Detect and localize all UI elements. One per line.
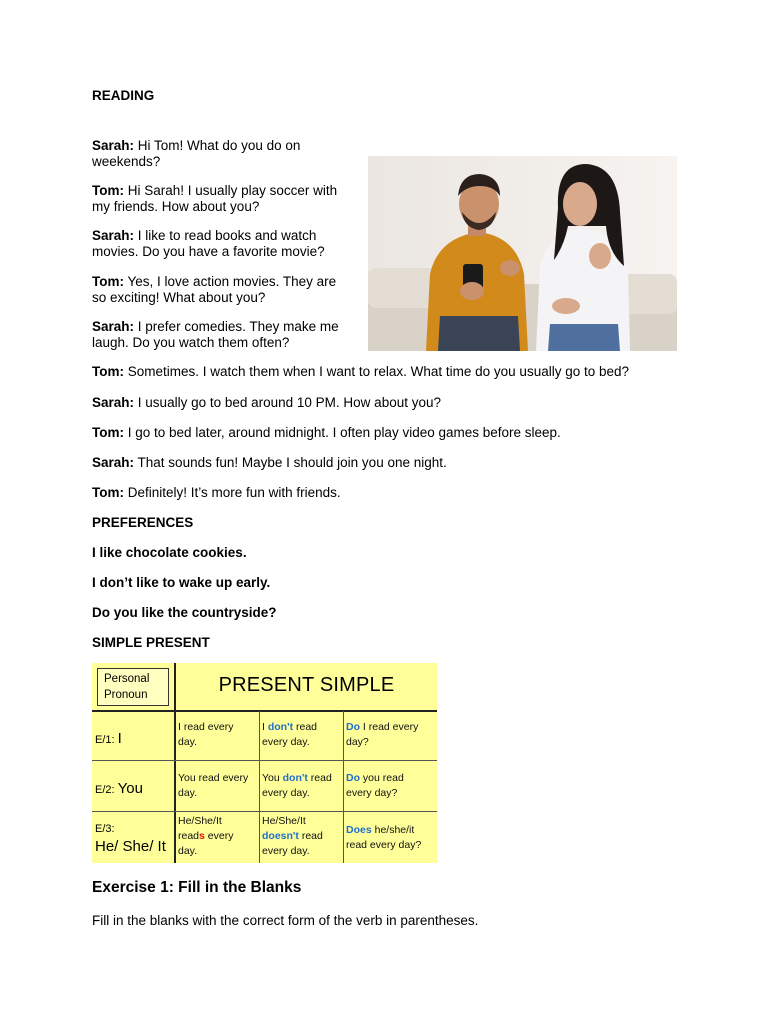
dialogue-text: Definitely! It’s more fun with friends. [127,485,341,500]
speaker-name: Sarah: [92,319,135,334]
dialogue-line [92,425,561,441]
speaker-name: Tom: [92,274,124,289]
dialogue-line [92,319,339,350]
preferences-heading: PREFERENCES [92,515,194,530]
row-label-he-she-it: E/3: He/ She/ It [95,823,166,855]
present-simple-table [92,663,437,863]
dialogue-text: I usually go to bed around 10 PM. How about you? [137,395,441,410]
dialogue-text: Hi Tom! What do you do on [137,138,301,153]
exercise-instruction: Fill in the blanks with the correct form of the verb in parentheses. [92,913,479,928]
dialogue-text: I like to read books and watch [137,228,317,243]
dialogue-line [92,395,441,411]
preference-item: I don’t like to wake up early. [92,575,271,590]
dialogue-text-cont: movies. Do you have a favorite movie? [92,243,325,259]
speaker-name: Tom: [92,364,124,379]
dialogue-line [92,228,325,259]
dialogue-line [92,364,629,380]
table-divider [259,711,260,863]
dialogue-text: I go to bed later, around midnight. I often play video games before sleep. [127,425,561,440]
dialogue-text: Hi Sarah! I usually play soccer with [127,183,338,198]
dialogue-text: Yes, I love action movies. They are [127,274,337,289]
question-cell: Does he/she/it read every day? [346,824,422,851]
negative-cell: He/She/It doesn't read every day. [262,815,323,857]
negative-cell: I don't read every day. [262,721,318,748]
dialogue-text-cont: so exciting! What about you? [92,289,266,305]
dialogue-line [92,138,300,169]
couple-photo [368,156,677,351]
dialogue-text: I prefer comedies. They make me [137,319,339,334]
dialogue-text: That sounds fun! Maybe I should join you one night. [137,455,447,470]
exercise-title: Exercise 1: Fill in the Blanks [92,879,302,896]
reading-heading: READING [92,88,155,103]
speaker-name: Sarah: [92,228,135,243]
simple-present-heading: SIMPLE PRESENT [92,635,210,650]
affirmative-cell: You read every day. [178,772,249,799]
personal-pronoun-header: Personal Pronoun [97,668,169,706]
dialogue-line [92,455,447,471]
table-divider [92,811,437,812]
question-cell: Do I read every day? [346,721,419,748]
dialogue-text: Sometimes. I watch them when I want to relax. What time do you usually go to bed? [127,364,630,379]
preference-item: I like chocolate cookies. [92,545,247,560]
dialogue-line [92,183,337,214]
dialogue-text-cont: my friends. How about you? [92,198,260,214]
dialogue-line [92,485,341,501]
affirmative-cell: He/She/It reads every day. [178,815,234,857]
row-label-you: E/2: You [95,780,143,797]
speaker-name: Sarah: [92,395,135,410]
preference-item: Do you like the countryside? [92,605,277,620]
dialogue-text-cont: weekends? [92,153,161,169]
question-cell: Do you read every day? [346,772,404,799]
dialogue-text-cont: laugh. Do you watch them often? [92,334,290,350]
speaker-name: Sarah: [92,138,135,153]
table-divider [343,711,344,863]
speaker-name: Tom: [92,183,124,198]
table-divider [92,710,437,712]
negative-cell: You don't read every day. [262,772,332,799]
table-divider [92,760,437,761]
speaker-name: Tom: [92,425,124,440]
affirmative-cell: I read every day. [178,721,234,748]
speaker-name: Tom: [92,485,124,500]
speaker-name: Sarah: [92,455,135,470]
dialogue-line [92,274,336,305]
present-simple-title: PRESENT SIMPLE [218,674,395,696]
row-label-i: E/1: I [95,730,122,747]
